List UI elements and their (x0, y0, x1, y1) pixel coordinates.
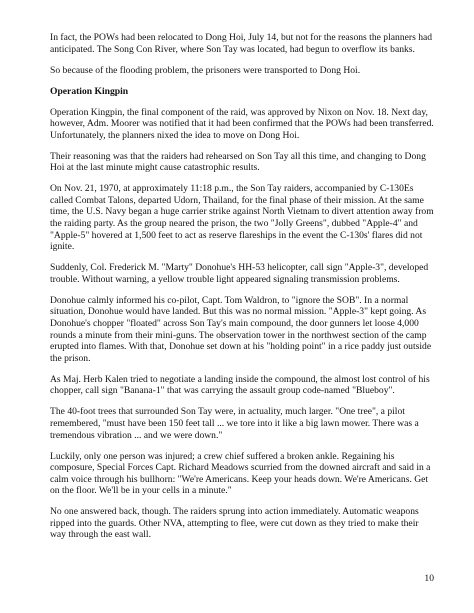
paragraph: The 40-foot trees that surrounded Son Tay were, in actuality, much larger. "One tree", a pilot remembered, "must have been 150 feet tall ... we tore into it like a big lawn mower. There was a tremendous vibration ... and we were down." (50, 406, 419, 441)
paragraph: As Maj. Herb Kalen tried to negotiate a landing inside the compound, the almost lost control of his chopper, call sign "Banana-1" that was carrying the assault group code-named "Blueboy". (50, 373, 430, 397)
section-heading: Operation Kingpin (50, 85, 129, 97)
paragraph: Luckily, only one person was injured; a crew chief suffered a broken ankle. Regaining his composure, Special Forces Capt. Richard Meadows scurried from the downed aircraft and said in a calm voice through his bullhorn: "We're Americans. Keep your heads down. We're Americans. Get on the floor. We'll be in your cells in a minute." (50, 450, 431, 497)
paragraph: Operation Kingpin, the final component of the raid, was approved by Nixon on Nov. 18. Next day, however, Adm. Moorer was notified that it had been confirmed that the POWs had been transferred. Unfortunately, the planners nixed the idea to move on Dong Hoi. (50, 106, 434, 141)
paragraph: Donohue calmly informed his co-pilot, Capt. Tom Waldron, to "ignore the SOB". In a normal situation, Donohue would have landed. But this was no normal mission. "Apple-3" kept going. As Donohue's chopper "floated" across Son Tay's main compound, the door gunners let loose 4,000 rounds a minute from their mini-guns. The observation tower in the northwest section of the camp erupted into flames. With that, Donohue set down at his "holding point" in a rice paddy just outside the prison. (50, 294, 432, 364)
paragraph: In fact, the POWs had been relocated to Dong Hoi, July 14, but not for the reasons the planners had anticipated. The Song Con River, where Son Tay was located, had begun to overflow its banks. (50, 32, 433, 55)
page-number: 10 (424, 573, 434, 584)
paragraph: On Nov. 21, 1970, at approximately 11:18 p.m., the Son Tay raiders, accompanied by C-130Es called Combat Talons, departed Udorn, Thailand, for the final phase of their mission. At the same time, the U.S. Navy began a huge carrier strike against North Vietnam to divert attention away from the raiding party. As the group neared the prison, the two "Jolly Greens", dubbed "Apple-4" and "Apple-5" hovered at 1,500 feet to act as reserve flareships in the event the C-130s' flares did not ignite. (50, 183, 434, 253)
paragraph: Their reasoning was that the raiders had rehearsed on Son Tay all this time, and changing to Dong Hoi at the last minute might cause catastrophic results. (50, 150, 426, 174)
paragraph: No one answered back, though. The raiders sprung into action immediately. Automatic weapons ripped into the guards. Other NVA, attempting to flee, were cut down as they tried to make their way through the east wall. (50, 506, 419, 541)
paragraph: So because of the flooding problem, the prisoners were transported to Dong Hoi. (50, 64, 361, 76)
document-page (50, 32, 435, 550)
paragraph: Suddenly, Col. Frederick M. "Marty" Donohue's HH-53 helicopter, call sign "Apple-3", developed trouble. Without warning, a yellow trouble light appeared signaling transmission problems. (50, 262, 429, 285)
